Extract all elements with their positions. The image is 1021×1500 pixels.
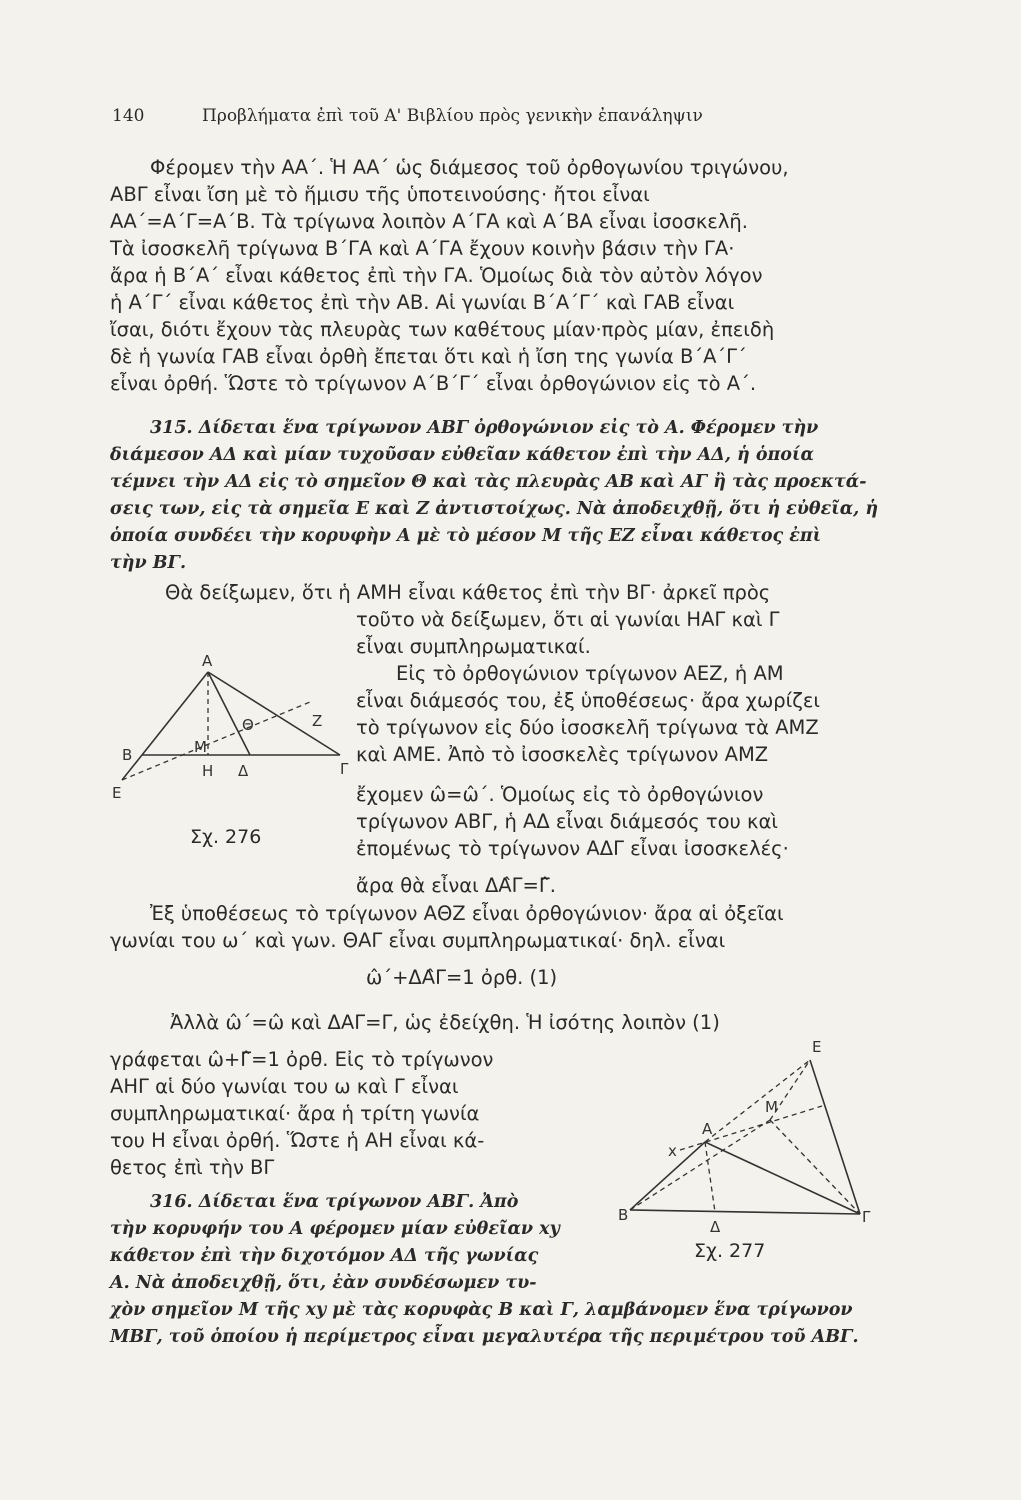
- label-g: Γ: [862, 1208, 871, 1226]
- text-line: ἄρα ἡ Β΄Α΄ εἶναι κάθετος ἐπὶ τὴν ΓΑ. Ὁμοίως διὰ τὸν αὐτὸν λόγον: [110, 264, 763, 287]
- line-eg: [810, 1060, 860, 1214]
- label-th: Θ: [242, 716, 254, 734]
- figure-277-diagram: [610, 1030, 910, 1240]
- text-line: γωνίαι του ω΄ καὶ γων. ΘΑΓ εἶναι συμπληρωματικαί· δηλ. εἶναι: [110, 929, 726, 952]
- line-bm: [630, 1120, 770, 1210]
- text-line: ΑΒΓ εἶναι ἴση μὲ τὸ ἥμισυ τῆς ὑποτεινούσης· ἤτοι εἶναι: [110, 183, 650, 206]
- text-line: ἴσαι, διότι ἔχουν τὰς πλευρὰς των καθέτους μίαν·πρὸς μίαν, ἐπειδὴ: [110, 318, 775, 341]
- label-a: Α: [702, 1120, 713, 1138]
- text-line: γράφεται ω̂+Γ̂=1 ὀρθ. Εἰς τὸ τρίγωνον: [110, 1048, 494, 1071]
- problem-315-line: τὴν ΒΓ.: [110, 553, 187, 573]
- text-line: ΑΑ΄=Α΄Γ=Α΄Β. Τὰ τρίγωνα λοιπὸν Α΄ΓΑ καὶ Α΄ΒΑ εἶναι ἰσοσκελῆ.: [110, 210, 748, 233]
- label-z: Ζ: [312, 712, 323, 730]
- text-line: συμπληρωματικαί· ἄρα ἡ τρίτη γωνία: [110, 1102, 480, 1125]
- problem-316-line: κάθετον ἐπὶ τὴν διχοτόμον ΑΔ τῆς γωνίας: [110, 1246, 539, 1266]
- problem-316-line: ΜΒΓ, τοῦ ὁποίου ἡ περίμετρος εἶναι μεγαλυτέρα τῆς περιμέτρου τοῦ ΑΒΓ.: [110, 1327, 859, 1347]
- label-h: Η: [202, 762, 214, 780]
- label-x: x: [668, 1142, 677, 1160]
- bisector-ad: [705, 1142, 715, 1212]
- label-d: Δ: [238, 762, 249, 780]
- text-line: ΑΗΓ αἱ δύο γωνίαι του ω καὶ Γ εἶναι: [110, 1075, 459, 1098]
- problem-315-line: διάμεσον ΑΔ καὶ μίαν τυχοῦσαν εὐθεῖαν κάθετον ἐπὶ τὴν ΑΔ, ἡ ὁποία: [110, 445, 814, 465]
- text-line: ἄρα θὰ εἶναι ΔΑ̂Γ=Γ̂.: [356, 874, 556, 897]
- text-line: καὶ ΑΜΕ. Ἀπὸ τὸ ἰσοσκελὲς τρίγωνον ΑΜΖ: [356, 743, 769, 766]
- text-line: Ἐξ ὑποθέσεως τὸ τρίγωνον ΑΘΖ εἶναι ὀρθογώνιον· ἄρα αἱ ὀξεῖαι: [150, 902, 784, 925]
- label-m: Μ: [194, 738, 207, 756]
- problem-315-line: 315. Δίδεται ἕνα τρίγωνον ΑΒΓ ὀρθογώνιον εἰς τὸ Α. Φέρομεν τὴν: [150, 418, 819, 438]
- label-b: Β: [618, 1206, 629, 1224]
- label-e: Ε: [112, 784, 122, 802]
- text-line: εἶναι συμπληρωματικαί.: [356, 635, 591, 658]
- figure-276-diagram: [100, 640, 360, 820]
- label-b: Β: [122, 746, 133, 764]
- text-line: εἶναι διάμεσός του, ἐξ ὑποθέσεως· ἄρα χωρίζει: [356, 689, 821, 712]
- line-ae: [705, 1060, 810, 1142]
- line-mg: [770, 1120, 860, 1214]
- text-line: Ἀλλὰ ω̂΄=ω̂ καὶ ΔΑΓ=Γ, ὡς ἐδείχθη. Ἡ ἰσότης λοιπὸν (1): [170, 1011, 720, 1034]
- running-title: Προβλήματα ἐπὶ τοῦ Α' Βιβλίου πρὸς γενικὴν ἐπανάληψιν: [202, 106, 703, 126]
- problem-316-line: Α. Νὰ ἀποδειχθῇ, ὅτι, ἐὰν συνδέσωμεν τυ-: [110, 1273, 537, 1293]
- text-line: εἶναι ὀρθή. Ὥστε τὸ τρίγωνον Α΄Β΄Γ΄ εἶναι ὀρθογώνιον εἰς τὸ Α΄.: [110, 372, 757, 395]
- text-line: θετος ἐπὶ τὴν ΒΓ: [110, 1156, 275, 1179]
- problem-315-line: ὁποία συνδέει τὴν κορυφὴν Α μὲ τὸ μέσον Μ τῆς ΕΖ εἶναι κάθετος ἐπὶ: [110, 526, 822, 546]
- text-line: τρίγωνον ΑΒΓ, ἡ ΑΔ εἶναι διάμεσός του καὶ: [356, 810, 778, 833]
- label-d: Δ: [710, 1218, 721, 1236]
- side-ag: [705, 1142, 860, 1214]
- problem-316-line: τὴν κορυφήν του Α φέρομεν μίαν εὐθεῖαν xy: [110, 1219, 560, 1239]
- problem-315-line: σεις των, εἰς τὰ σημεῖα Ε καὶ Ζ ἀντιστοίχως. Νὰ ἀποδειχθῇ, ὅτι ἡ εὐθεῖα, ἡ: [110, 499, 879, 519]
- text-line: τοῦτο νὰ δείξωμεν, ὅτι αἱ γωνίαι ΗΑΓ καὶ Γ: [356, 608, 780, 631]
- text-line: Φέρομεν τὴν ΑΑ΄. Ἡ ΑΑ΄ ὡς διάμεσος τοῦ ὀρθογωνίου τριγώνου,: [150, 156, 789, 179]
- text-line: ἡ Α΄Γ΄ εἶναι κάθετος ἐπὶ τὴν ΑΒ. Αἱ γωνίαι Β΄Α΄Γ΄ καὶ ΓΑΒ εἶναι: [110, 291, 735, 314]
- label-g: Γ: [340, 760, 349, 778]
- text-line: ἐπομένως τὸ τρίγωνον ΑΔΓ εἶναι ἰσοσκελές·: [356, 837, 789, 860]
- figure-276-caption: Σχ. 276: [190, 826, 262, 848]
- problem-316-line: 316. Δίδεται ἕνα τρίγωνον ΑΒΓ. Ἀπὸ: [150, 1192, 519, 1212]
- label-e: Ε: [812, 1038, 822, 1056]
- text-line: Τὰ ἰσοσκελῆ τρίγωνα Β΄ΓΑ καὶ Α΄ΓΑ ἔχουν κοινὴν βάσιν τὴν ΓΑ·: [110, 237, 735, 260]
- text-line: Θὰ δείξωμεν, ὅτι ἡ ΑΜΗ εἶναι κάθετος ἐπὶ τὴν ΒΓ· ἀρκεῖ πρὸς: [165, 581, 771, 604]
- line-ez: [122, 702, 310, 780]
- problem-315-line: τέμνει τὴν ΑΔ εἰς τὸ σημεῖον Θ καὶ τὰς πλευρὰς ΑΒ καὶ ΑΓ ἢ τὰς προεκτά-: [110, 472, 867, 492]
- text-line: ἔχομεν ω̂=ω̂΄. Ὁμοίως εἰς τὸ ὀρθογώνιον: [356, 783, 764, 806]
- text-line: δὲ ἡ γωνία ΓΑΒ εἶναι ὀρθὴ ἔπεται ὅτι καὶ ἡ ἴση της γωνία Β΄Α΄Γ΄: [110, 345, 747, 368]
- page-number: 140: [112, 106, 145, 126]
- text-line: Εἰς τὸ ὀρθογώνιον τρίγωνον ΑΕΖ, ἡ ΑΜ: [396, 662, 784, 685]
- text-line: τὸ τρίγωνον εἰς δύο ἰσοσκελῆ τρίγωνα τὰ ΑΜΖ: [356, 716, 819, 739]
- label-a: Α: [202, 652, 213, 670]
- side-bg: [630, 1210, 860, 1214]
- formula-line: ω̂΄+ΔΑ̂Γ=1 ὀρθ. (1): [366, 966, 558, 989]
- figure-277-caption: Σχ. 277: [694, 1240, 766, 1262]
- text-line: του Η εἶναι ὀρθή. Ὥστε ἡ ΑΗ εἶναι κά-: [110, 1129, 485, 1152]
- label-m: Μ: [765, 1098, 778, 1116]
- problem-316-line: χὸν σημεῖον Μ τῆς xy μὲ τὰς κορυφὰς Β καὶ Γ, λαμβάνομεν ἕνα τρίγωνον: [110, 1300, 853, 1320]
